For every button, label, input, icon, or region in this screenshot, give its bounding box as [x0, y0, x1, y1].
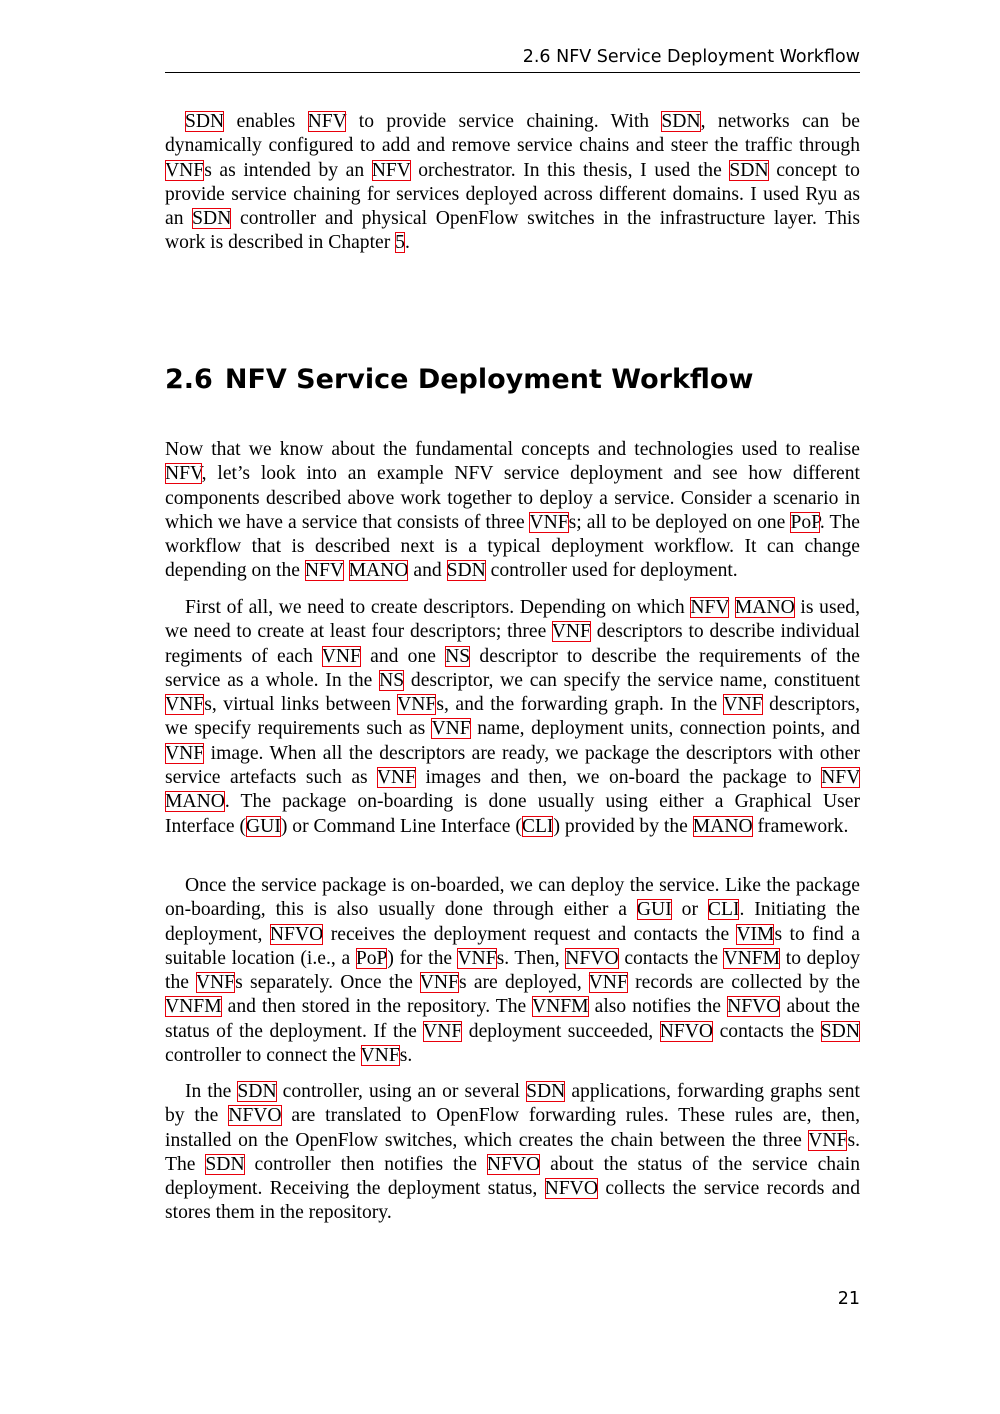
reference-link[interactable]: VNF: [165, 159, 205, 181]
reference-link[interactable]: SDN: [237, 1081, 277, 1102]
reference-link[interactable]: VNF: [321, 645, 361, 667]
reference-link[interactable]: VIM: [736, 923, 775, 945]
reference-link[interactable]: PoP: [790, 511, 820, 533]
reference-link[interactable]: VNF: [808, 1129, 848, 1151]
reference-link[interactable]: VNF: [529, 511, 569, 533]
reference-link[interactable]: VNF: [588, 972, 628, 994]
reference-link[interactable]: VNF: [457, 947, 497, 969]
reference-link[interactable]: SDN: [446, 560, 486, 582]
section-number: 2.6: [165, 364, 213, 395]
reference-link[interactable]: VNF: [360, 1045, 400, 1067]
reference-link[interactable]: VNF: [431, 718, 471, 740]
reference-link[interactable]: SDN: [661, 111, 701, 132]
reference-link[interactable]: SDN: [820, 1020, 860, 1042]
running-header: 2.6 NFV Service Deployment Workflow: [165, 44, 860, 73]
reference-link[interactable]: GUI: [636, 899, 672, 921]
reference-link[interactable]: SDN: [526, 1081, 566, 1102]
reference-link[interactable]: VNFM: [531, 996, 589, 1018]
reference-link[interactable]: SDN: [205, 1153, 245, 1175]
reference-link[interactable]: CLI: [707, 899, 740, 921]
reference-link[interactable]: MANO: [348, 560, 409, 582]
reference-link[interactable]: MANO: [165, 791, 225, 813]
page-number: 21: [837, 1289, 860, 1309]
reference-link[interactable]: VNF: [397, 694, 437, 716]
reference-link[interactable]: VNF: [165, 742, 205, 764]
reference-link[interactable]: VNF: [419, 972, 459, 994]
reference-link[interactable]: NFV: [371, 159, 411, 181]
reference-link[interactable]: VNFM: [723, 947, 781, 969]
section-heading: [165, 360, 860, 400]
reference-link[interactable]: SDN: [192, 208, 232, 230]
reference-link[interactable]: GUI: [246, 815, 281, 837]
reference-link[interactable]: MANO: [734, 597, 795, 618]
reference-link[interactable]: NFVO: [727, 996, 781, 1018]
reference-link[interactable]: VNF: [376, 767, 417, 789]
reference-link[interactable]: NFVO: [269, 923, 324, 945]
reference-link[interactable]: NFVO: [486, 1153, 541, 1175]
reference-link[interactable]: 5: [395, 232, 405, 254]
reference-link[interactable]: NFV: [307, 111, 347, 132]
reference-link[interactable]: PoP: [355, 947, 388, 969]
reference-link[interactable]: VNF: [551, 621, 591, 643]
reference-link[interactable]: VNF: [423, 1020, 463, 1042]
reference-link[interactable]: NFVO: [565, 947, 619, 969]
reference-link[interactable]: NS: [445, 645, 471, 667]
paragraph-deployment: Once the service package is on-boarded, we can deploy the service. Like the package on-boarding, this is also usually done through either a GUI or CLI. Initiating the deployment, NFVO receives the deployment request and contacts the VIMs to find a suitable location (i.e., a PoP) for the VNFs. Then, NFVO contacts the VNFM to deploy the VNFs separately. Once the VNFs are deployed, VNF records are collected by the VNFM and then stored in the repository. The VNFM also notifies the NFVO about the status of the deployment. If the VNF deployment succeeded, NFVO contacts the SDN controller to connect the VNFs.: [165, 875, 861, 1067]
paragraph-sdn-service-chaining: SDN enables NFV to provide service chaining. With SDN, networks can be dynamically configured to add and remove service chains and steer the traffic through VNFs as intended by an NFV orchestrator. In this thesis, I used the SDN concept to provide service chaining for services deployed across different domains. I used Ryu as an SDN controller and physical OpenFlow switches in the infrastructure layer. This work is described in Chapter 5.: [165, 111, 860, 254]
reference-link[interactable]: VNF: [195, 972, 236, 994]
reference-link[interactable]: NFV: [821, 767, 860, 789]
reference-link[interactable]: NFVO: [544, 1178, 598, 1200]
reference-link[interactable]: SDN: [729, 159, 769, 181]
reference-link[interactable]: MANO: [692, 815, 753, 837]
reference-link[interactable]: NFVO: [228, 1105, 282, 1127]
section-title: NFV Service Deployment Workflow: [224, 364, 754, 395]
reference-link[interactable]: VNF: [723, 694, 763, 716]
reference-link[interactable]: NFV: [690, 597, 730, 618]
reference-link[interactable]: VNF: [165, 694, 205, 716]
paragraph-sdn-controller: In the SDN controller, using an or several SDN applications, forwarding graphs sent by the NFVO are translated to OpenFlow forwarding rules. These rules are, then, installed on the OpenFlow switches, which creates the chain between the three VNFs. The SDN controller then notifies the NFVO about the status of the service chain deployment. Receiving the deployment status, NFVO collects the service records and stores them in the repository.: [165, 1081, 861, 1224]
reference-link[interactable]: VNFM: [165, 996, 222, 1018]
reference-link[interactable]: NS: [379, 669, 405, 691]
reference-link[interactable]: CLI: [521, 815, 554, 837]
reference-link[interactable]: NFV: [304, 560, 344, 582]
reference-link[interactable]: SDN: [185, 111, 225, 132]
paragraph-descriptors: First of all, we need to create descriptors. Depending on which NFV MANO is used, we need to create at least four descriptors; three VNF descriptors to describe individual regiments of each VNF and one NS descriptor to describe the requirements of the service as a whole. In the NS descriptor, we can specify the service name, constituent VNFs, virtual links between VNFs, and the forwarding graph. In the VNF descriptors, we specify requirements such as VNF name, deployment units, connection points, and VNF image. When all the descriptors are ready, we package the descriptors with other service artefacts such as VNF images and then, we on-board the package to NFV MANO. The package on-boarding is done usually using either a Graphical User Interface (GUI) or Command Line Interface (CLI) provided by the MANO framework.: [165, 597, 860, 837]
reference-link[interactable]: NFV: [165, 463, 202, 485]
paragraph-workflow-intro: Now that we know about the fundamental concepts and technologies used to realise NFV, let’s look into an example NFV service deployment and see how different components described above work together to deploy a service. Consider a scenario in which we have a service that consists of three VNFs; all to be deployed on one PoP. The workflow that is described next is a typical deployment workflow. It can change depending on the NFV MANO and SDN controller used for deployment.: [165, 439, 861, 582]
reference-link[interactable]: NFVO: [659, 1020, 714, 1042]
